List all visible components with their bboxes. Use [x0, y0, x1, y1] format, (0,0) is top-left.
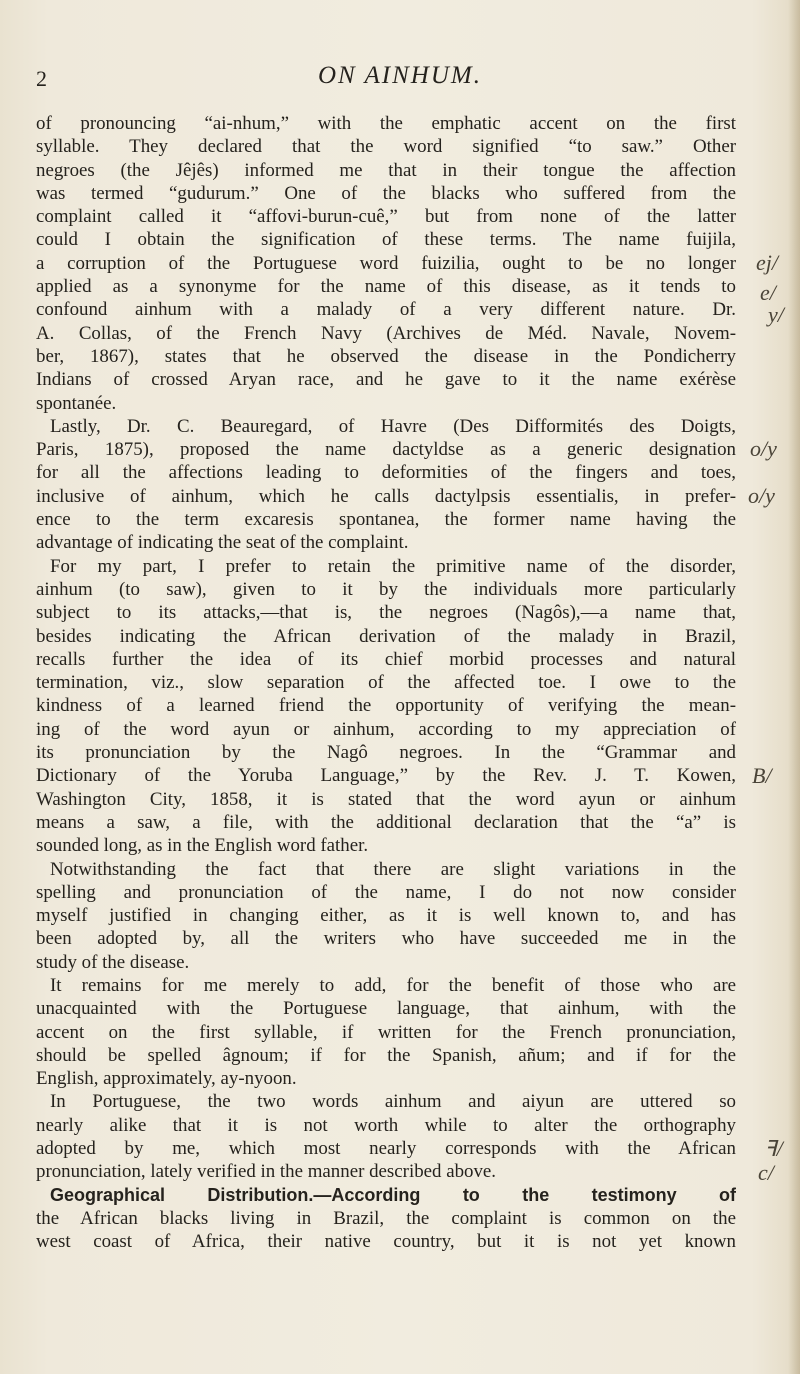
margin-annotation: c/	[758, 1160, 774, 1185]
text-line: English, approximately, ay-nyoon.	[36, 1068, 297, 1090]
text-line: In Portuguese, the two words ainhum and aiyun are uttered so	[50, 1091, 736, 1113]
text-line: Lastly, Dr. C. Beauregard, of Havre (Des Difformités des Doigts,	[50, 415, 736, 437]
text-line: been adopted by, all the writers who have succeeded me in the	[36, 928, 736, 950]
text-line: subject to its attacks,—that is, the negroes (Nagôs),—a name that,	[36, 602, 736, 624]
text-line: recalls further the idea of its chief morbid processes and natural	[36, 648, 736, 670]
margin-annotation: y/	[768, 302, 784, 327]
text-line: means a saw, a file, with the additional declaration that the “a” is	[36, 811, 736, 833]
section-heading-line: Geographical Distribution.—According to the testimony of	[50, 1184, 736, 1205]
text-line: nearly alike that it is not worth while to alter the orthography	[36, 1114, 736, 1136]
margin-annotation: ej/	[756, 250, 778, 275]
text-line: confound ainhum with a malady of a very different nature. Dr.	[36, 299, 736, 321]
text-line: ence to the term excaresis spontanea, the former name having the	[36, 509, 736, 531]
page-edge-shadow	[788, 0, 800, 1374]
text-line: for all the affections leading to deformities of the fingers and toes,	[36, 462, 736, 484]
text-line: It remains for me merely to add, for the benefit of those who are	[50, 974, 736, 996]
page-number: 2	[36, 66, 47, 91]
text-line: should be spelled âgnoum; if for the Spanish, añum; and if for the	[36, 1044, 736, 1066]
text-line: termination, viz., slow separation of the affected toe. I owe to the	[36, 672, 736, 694]
margin-annotation: ꟻ/	[764, 1136, 783, 1161]
text-line: Notwithstanding the fact that there are slight variations in the	[50, 858, 736, 880]
text-line: west coast of Africa, their native country, but it is not yet known	[36, 1231, 736, 1253]
text-line: ainhum (to saw), given to it by the individuals more particularly	[36, 578, 736, 600]
body-text	[36, 112, 736, 1254]
text-line: kindness of a learned friend the opportunity of verifying the mean-	[36, 695, 736, 717]
margin-annotation: o/y	[748, 483, 775, 508]
text-line: Washington City, 1858, it is stated that the word ayun or ainhum	[36, 788, 736, 810]
text-line: applied as a synonyme for the name of this disease, as it tends to	[36, 276, 736, 298]
text-line: spelling and pronunciation of the name, I do not now consider	[36, 881, 736, 903]
text-line: A. Collas, of the French Navy (Archives de Méd. Navale, Novem-	[36, 322, 736, 344]
running-head: ON AINHUM.	[318, 62, 482, 89]
text-line: Paris, 1875), proposed the name dactyldse as a generic designation	[36, 439, 736, 461]
text-line: spontanée.	[36, 392, 117, 414]
text-line: a corruption of the Portuguese word fuizilia, ought to be no longer	[36, 252, 736, 274]
text-line: pronunciation, lately verified in the manner described above.	[36, 1161, 497, 1183]
text-line: complaint called it “affovi-burun-cuê,” but from none of the latter	[36, 206, 736, 228]
text-line: could I obtain the signification of these terms. The name fuijila,	[36, 229, 736, 251]
text-line: sounded long, as in the English word father.	[36, 835, 369, 857]
text-line: ber, 1867), states that he observed the disease in the Pondicherry	[36, 345, 736, 367]
text-line: was termed “gudurum.” One of the blacks who suffered from the	[36, 182, 736, 204]
text-line: Dictionary of the Yoruba Language,” by the Rev. J. T. Kowen,	[36, 765, 736, 787]
text-line: the African blacks living in Brazil, the complaint is common on the	[36, 1207, 736, 1229]
text-line: syllable. They declared that the word signified “to saw.” Other	[36, 136, 736, 158]
text-line: of pronouncing “ai-nhum,” with the emphatic accent on the first	[36, 113, 736, 134]
text-line: advantage of indicating the seat of the complaint.	[36, 532, 409, 554]
text-line: Indians of crossed Aryan race, and he gave to it the name exérèse	[36, 369, 736, 391]
text-line: negroes (the Jêjês) informed me that in their tongue the affection	[36, 159, 736, 181]
text-line: For my part, I prefer to retain the primitive name of the disorder,	[50, 555, 736, 577]
text-line: its pronunciation by the Nagô negroes. In the “Grammar and	[36, 742, 736, 764]
text-line: study of the disease.	[36, 951, 190, 973]
text-line: adopted by me, which most nearly corresponds with the African	[36, 1138, 736, 1160]
text-line: ing of the word ayun or ainhum, according to my appreciation of	[36, 718, 736, 740]
text-line: inclusive of ainhum, which he calls dactylpsis essentialis, in prefer-	[36, 485, 736, 507]
text-line: unacquainted with the Portuguese language, that ainhum, with the	[36, 998, 736, 1020]
text-line: besides indicating the African derivation of the malady in Brazil,	[36, 625, 736, 647]
margin-annotation: B/	[752, 763, 772, 788]
margin-annotation: e/	[760, 280, 776, 305]
text-line: accent on the first syllable, if written for the French pronunciation,	[36, 1021, 736, 1043]
text-line: myself justified in changing either, as it is well known to, and has	[36, 905, 736, 927]
margin-annotation: o/y	[750, 436, 777, 461]
